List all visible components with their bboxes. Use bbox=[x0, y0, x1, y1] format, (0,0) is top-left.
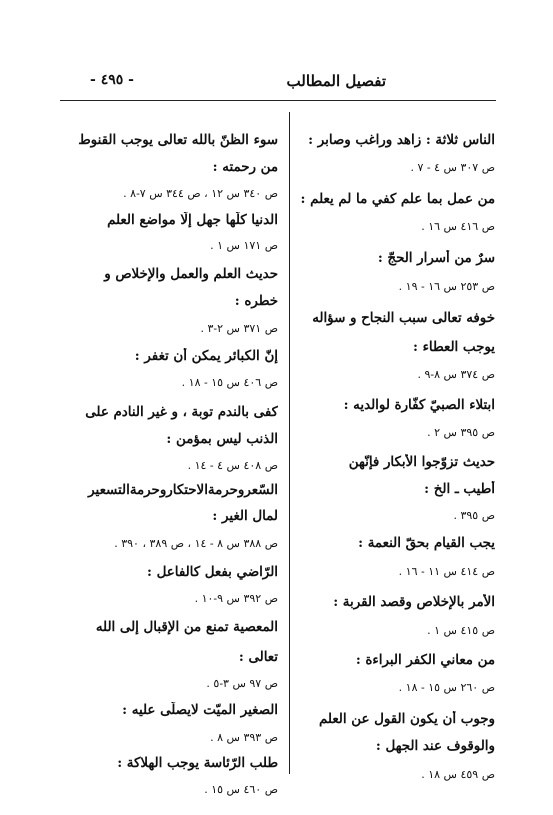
index-entry: الرّاضي بفعل كالفاعل : bbox=[147, 564, 278, 580]
right-column bbox=[277, 114, 495, 785]
page-number: - ٤٩٥ - bbox=[90, 72, 134, 88]
index-entry: سوء الظنّ بالله تعالى يوجب القنوط bbox=[78, 132, 278, 148]
index-entry: حديث تزوّجوا الأبكار فإنّهن bbox=[348, 454, 495, 470]
index-entry: الأمر بالإخلاص وقصد القربة : bbox=[333, 594, 495, 610]
page-reference: ص ٤٠٨ س ٤ - ١٤ . bbox=[187, 459, 278, 472]
index-entry: الدنيا كلّها جهل إلّا مواضع العلم bbox=[107, 212, 278, 228]
page-reference: ص ٢٦٠ س ١٥ - ١٨ . bbox=[398, 681, 495, 694]
index-entry: والوقوف عند الجهل : bbox=[375, 738, 495, 754]
index-entry: خطره : bbox=[234, 293, 278, 309]
page-reference: ص ٣٩٢ س ٩-١٠ . bbox=[194, 592, 278, 605]
page-reference: ص ٣٩٥ س ٢ . bbox=[427, 426, 495, 439]
page-reference: ص ١٧١ س ١ . bbox=[210, 239, 278, 252]
index-entry: السّعروحرمةالاحتكاروحرمةالتسعير bbox=[88, 482, 278, 498]
page-reference: ص ٢٥٣ س ١٦ - ١٩ . bbox=[398, 280, 495, 293]
page-reference: ص ٣٩٣ س ٨ . bbox=[210, 731, 278, 744]
index-entry: يجب القيام بحقّ النعمة : bbox=[358, 535, 495, 551]
index-entry: كفى بالندم توبة ، و غير النادم على bbox=[85, 404, 278, 420]
page-reference: ص ٣٩٥ . bbox=[453, 509, 495, 522]
page-reference: ص ٩٧ س ٣-٥ . bbox=[206, 677, 278, 690]
index-entry: الصغير الميّت لايصلّى عليه : bbox=[122, 702, 278, 718]
index-entry: حديث العلم والعمل والإخلاص و bbox=[104, 266, 278, 282]
header-rule bbox=[60, 100, 496, 101]
index-entry: تعالى : bbox=[238, 649, 278, 665]
page-reference: ص ٤٠٦ س ١٥ - ١٨ . bbox=[181, 376, 278, 389]
index-entry: طلب الرّئاسة يوجب الهلاكة : bbox=[117, 755, 278, 771]
index-entry: الناس ثلاثة : زاهد وراغب وصابر : bbox=[308, 132, 495, 148]
page-reference: ص ٤١٦ س ١٦ . bbox=[421, 220, 495, 233]
page-reference: ص ٤١٤ س ١١ - ١٦ . bbox=[398, 565, 495, 578]
index-entry: إنّ الكبائر يمكن أن تغفر : bbox=[134, 348, 278, 364]
page-reference: ص ٣٧١ س ٢-٣ . bbox=[200, 322, 278, 335]
index-entry: من رحمته : bbox=[212, 159, 278, 175]
index-entry: سرٌ من أسرار الحجّ : bbox=[377, 250, 495, 266]
page-reference: ص ٣٧٤ س ٨-٩ . bbox=[417, 368, 495, 381]
index-entry: من معاني الكفر البراءة : bbox=[355, 652, 495, 668]
index-entry: المعصية تمنع من الإقبال إلى الله bbox=[95, 619, 278, 635]
index-entry: خوفه تعالى سبب النجاح و سؤاله bbox=[312, 310, 495, 326]
page-header bbox=[60, 70, 496, 96]
index-entry: يوجب العطاء : bbox=[413, 339, 495, 355]
left-column bbox=[56, 114, 278, 796]
page-reference: ص ٣٠٧ س ٤ - ٧ . bbox=[410, 161, 495, 174]
index-entry: من عمل بما علم كفي ما لم يعلم : bbox=[300, 191, 495, 207]
index-entry: ابتلاء الصبيّ كفّارة لوالديه : bbox=[343, 397, 495, 413]
page-reference: ص ٣٨٨ س ٨ - ١٤ ، ص ٣٨٩ ، ٣٩٠ . bbox=[114, 537, 278, 550]
page-reference: ص ٤٦٠ س ١٥ . bbox=[204, 783, 278, 796]
page-reference: ص ٣٤٠ س ١٢ ، ص ٣٤٤ س ٧-٨ . bbox=[123, 187, 278, 200]
page-title: تفصيل المطالب bbox=[286, 72, 386, 90]
page-reference: ص ٤٥٩ س ١٨ . bbox=[421, 768, 495, 781]
index-entry: لمال الغير : bbox=[212, 508, 278, 524]
page-reference: ص ٤١٥ س ١ . bbox=[427, 624, 495, 637]
index-entry: أطيب ـ الخ : bbox=[424, 481, 495, 497]
index-entry: الذنب ليس بمؤمن : bbox=[166, 431, 278, 447]
index-entry: وجوب أن يكون القول عن العلم bbox=[318, 711, 495, 727]
